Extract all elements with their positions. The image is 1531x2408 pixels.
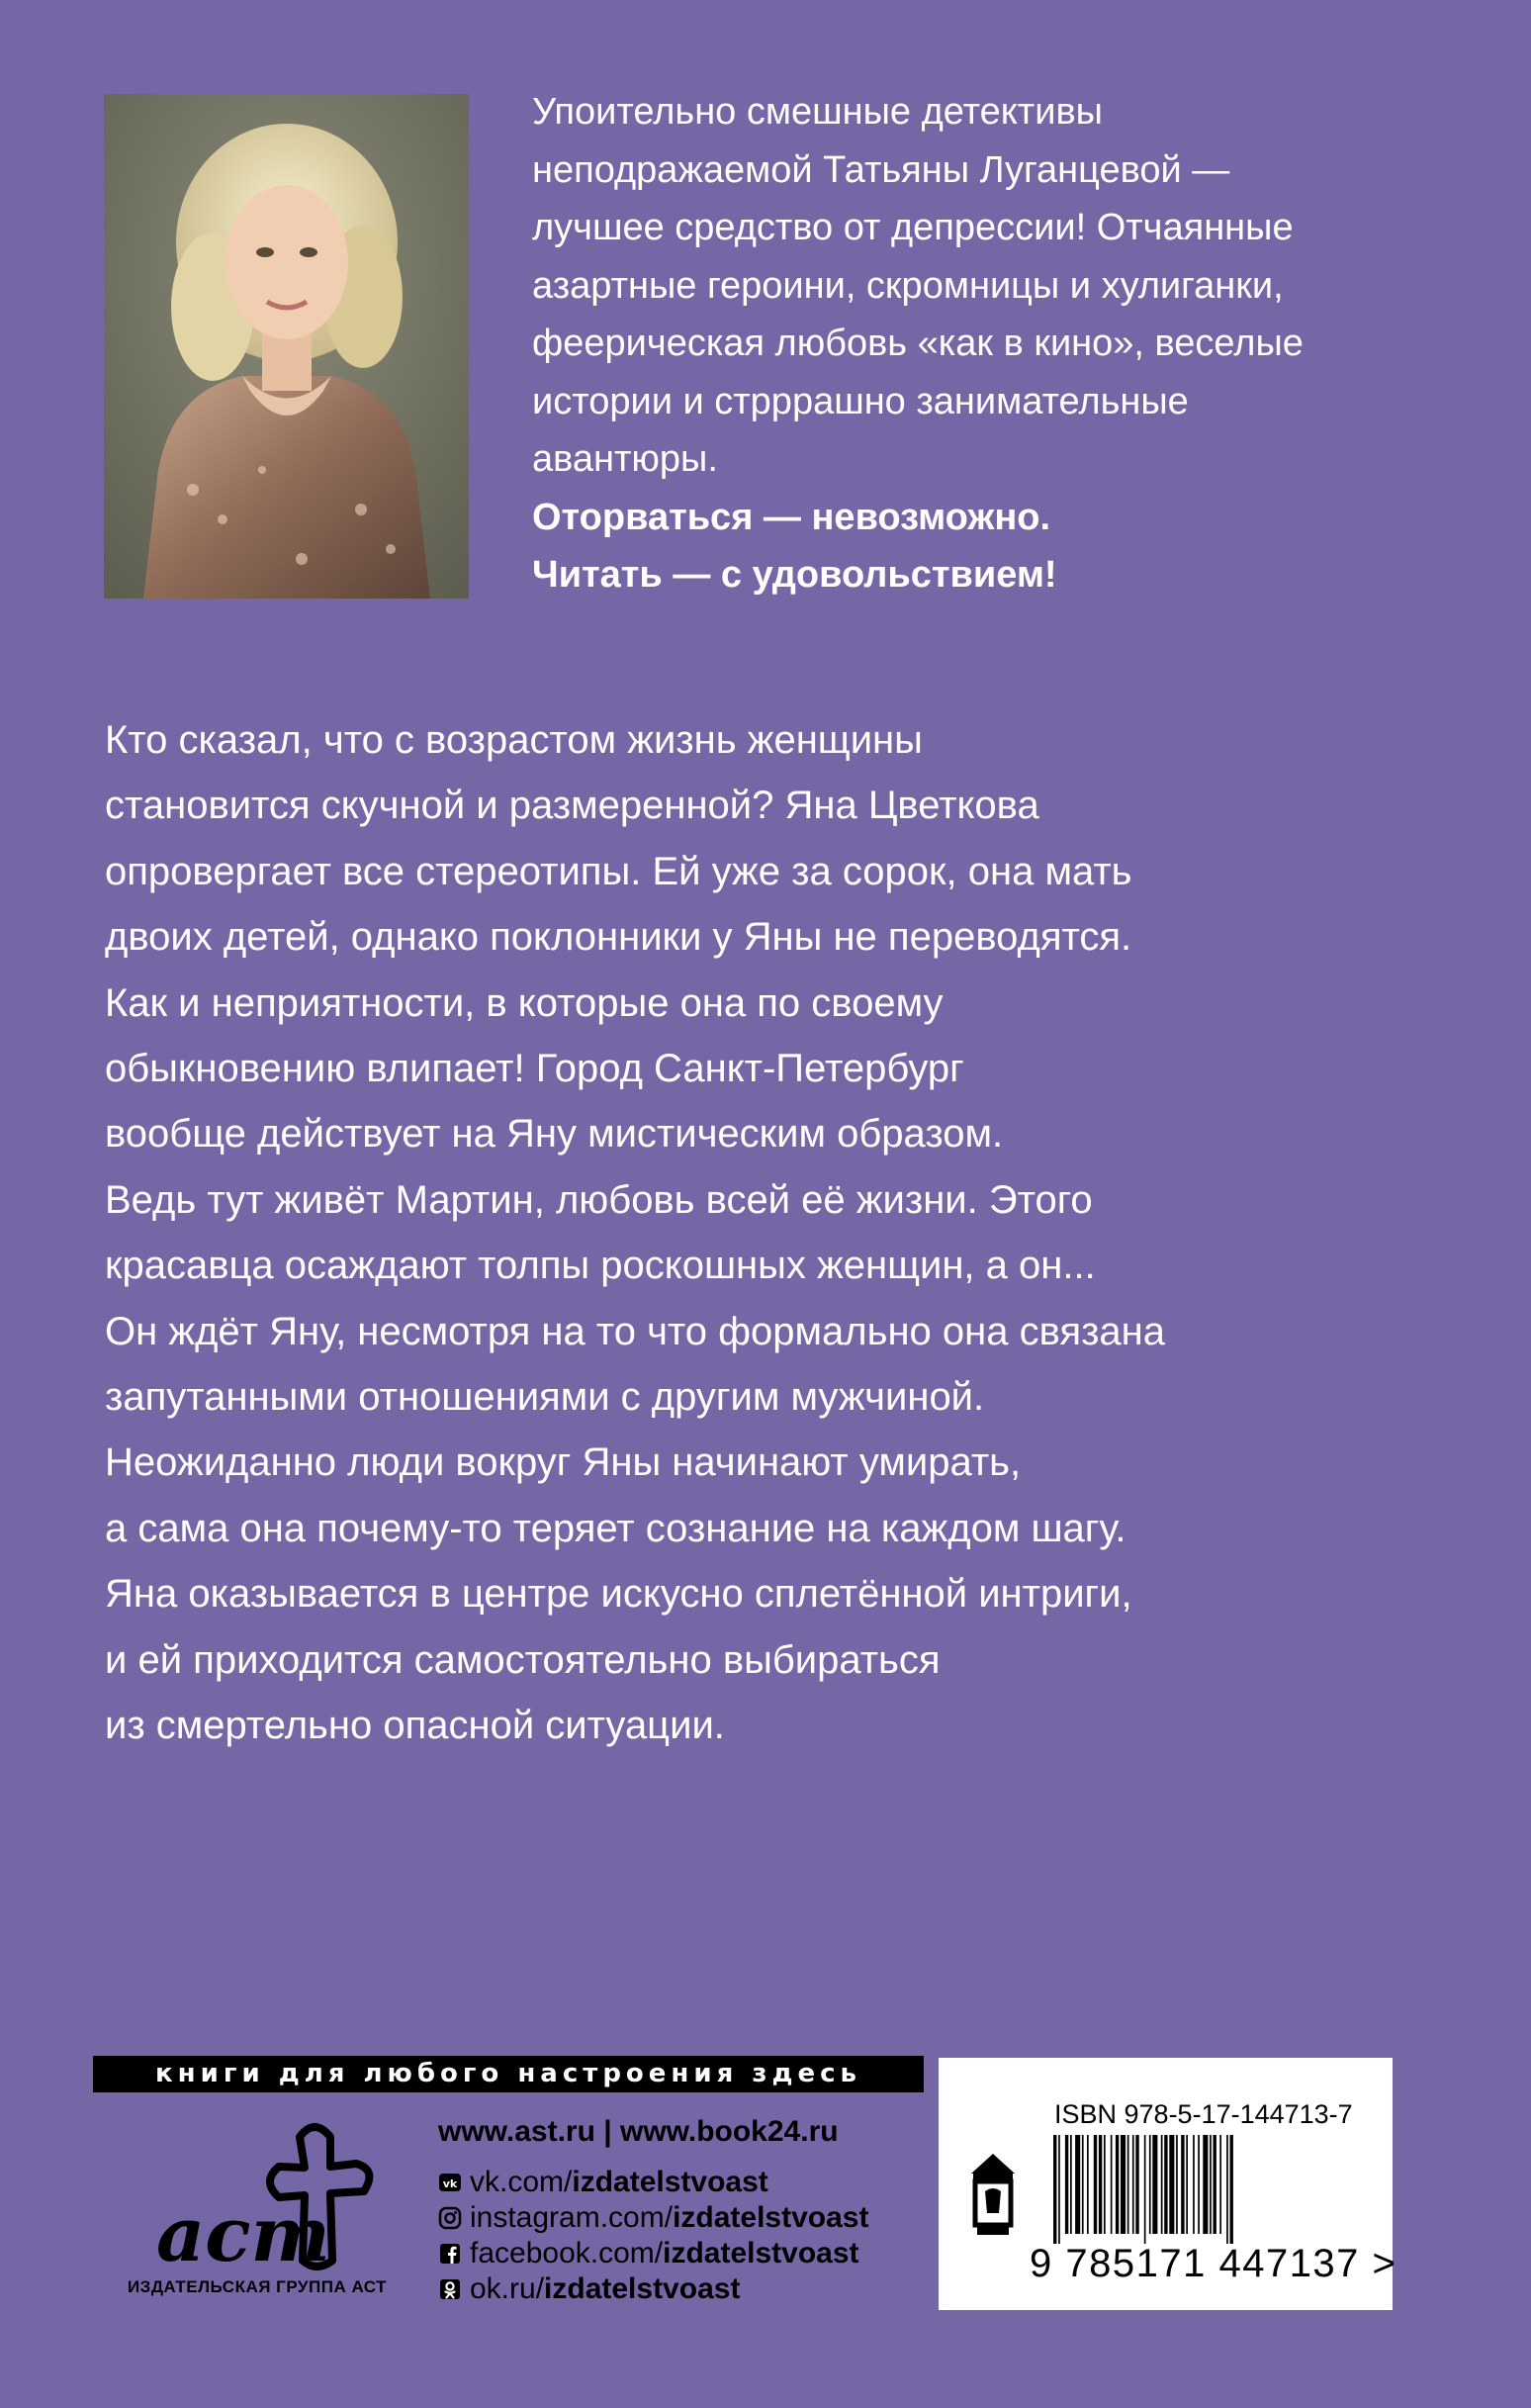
author-blurb [532, 83, 1442, 604]
blurb-bold-line: Оторваться — невозможно. [532, 496, 1051, 538]
description-line: а сама она почему-то теряет сознание на каждом шагу. [105, 1506, 1126, 1550]
social-prefix: ok.ru/ [470, 2272, 545, 2305]
svg-text:vk: vk [442, 2177, 458, 2190]
barcode-bar [1226, 2135, 1228, 2244]
barcode-bar [1111, 2135, 1113, 2234]
description-line: Яна оказывается в центре искусно сплетённой интриги, [105, 1572, 1132, 1617]
barcode-bar [1058, 2135, 1060, 2244]
social-link-ok[interactable] [438, 2271, 868, 2307]
instagram-icon [438, 2206, 462, 2230]
barcode-bar [1087, 2135, 1089, 2234]
barcode-bar [1214, 2135, 1216, 2234]
barcode-bar [1070, 2135, 1072, 2234]
barcode-bar [1149, 2135, 1151, 2234]
vk-icon [438, 2171, 462, 2194]
description-line: становится скучной и размеренной? Яна Цветкова [105, 784, 1039, 828]
blurb-line: неподражаемой Татьяны Луганцевой — [532, 148, 1230, 191]
description-line: двоих детей, однако поклонники у Яны не переводятся. [105, 915, 1132, 960]
barcode-bar [1104, 2135, 1106, 2234]
description-line: обыкновению влипает! Город Санкт-Петербург [105, 1047, 964, 1091]
barcode-bar [1186, 2135, 1188, 2234]
social-handle: izdatelstvoast [544, 2272, 741, 2305]
barcode-bar [1161, 2135, 1163, 2234]
lantern-icon [963, 2152, 1023, 2246]
blurb-line: лучшее средство от депрессии! Отчаянные [532, 207, 1294, 248]
barcode-bar [1121, 2135, 1126, 2234]
barcode-bar [1210, 2135, 1212, 2234]
barcode-bar [1193, 2135, 1195, 2234]
blurb-line: азартные героини, скромницы и хулиганки, [532, 264, 1284, 307]
barcode-bar [1203, 2135, 1208, 2234]
blurb-bold-line: Читать — с удовольствием! [532, 554, 1057, 596]
barcode-bar [1176, 2135, 1178, 2234]
social-handle: izdatelstvoast [663, 2237, 859, 2269]
barcode-bar [1219, 2135, 1221, 2234]
blurb-line: авантюры. [532, 438, 718, 480]
publisher-links [438, 2115, 868, 2307]
description-line: и ей приходится самостоятельно выбираться [105, 1637, 941, 1682]
barcode-bar [1094, 2135, 1097, 2234]
barcode-bar [1164, 2135, 1167, 2234]
ok-icon [438, 2277, 462, 2301]
barcode-bar [1198, 2135, 1200, 2234]
barcode [1053, 2135, 1375, 2244]
barcode-bar [1152, 2135, 1157, 2234]
isbn-number: ISBN 978-5-17-144713-7 [1054, 2099, 1353, 2129]
barcode-bar [1127, 2135, 1129, 2234]
barcode-bar [1144, 2135, 1146, 2244]
barcode-bar [1135, 2135, 1138, 2234]
barcode-bar [1116, 2135, 1119, 2234]
barcode-bar [1053, 2135, 1056, 2244]
barcode-bar [1230, 2135, 1233, 2244]
social-handle: izdatelstvoast [572, 2166, 768, 2198]
barcode-bar [1082, 2135, 1084, 2234]
publisher-caption: ИЗДАТЕЛЬСКАЯ ГРУППА АСТ [127, 2277, 388, 2296]
description-line: из смертельно опасной ситуации. [105, 1704, 725, 1748]
description-line: Он ждёт Яну, несмотря на то что формально она связана [105, 1309, 1165, 1353]
description-line: Ведь тут живёт Мартин, любовь всей её жизни. Этого [105, 1177, 1093, 1222]
barcode-bar [1075, 2135, 1080, 2234]
barcode-digits: 9 785171 447137 > [1030, 2242, 1397, 2285]
description-line: опровергает все стереотипы. Ей уже за сорок, она мать [105, 849, 1132, 893]
social-link-facebook[interactable] [438, 2236, 868, 2271]
social-prefix: vk.com/ [470, 2166, 573, 2198]
barcode-bar [1099, 2135, 1102, 2234]
description-line: Неожиданно люди вокруг Яны начинают умирать, [105, 1440, 1022, 1485]
websites-link[interactable]: www.ast.ru | www.book24.ru [438, 2115, 839, 2148]
social-handle: izdatelstvoast [673, 2201, 869, 2234]
description-line: Кто сказал, что с возрастом жизнь женщины [105, 718, 923, 762]
social-link-instagram[interactable] [438, 2200, 868, 2236]
blurb-line: феерическая любовь «как в кино», веселые [532, 323, 1304, 364]
barcode-bar [1169, 2135, 1174, 2234]
barcode-bar [1181, 2135, 1184, 2234]
barcode-panel [939, 2058, 1397, 2310]
social-link-vk[interactable] [438, 2165, 868, 2200]
description-line: вообще действует на Яну мистическим образом. [105, 1112, 1004, 1157]
blurb-line: Упоительно смешные детективы [532, 91, 1103, 133]
barcode-bar [1065, 2135, 1068, 2234]
author-photo [104, 94, 469, 599]
book-description [105, 707, 1430, 1759]
description-line: Как и неприятности, в которые она по своему [105, 980, 944, 1025]
social-prefix: instagram.com/ [470, 2201, 674, 2234]
barcode-bar [1132, 2135, 1134, 2234]
social-prefix: facebook.com/ [470, 2237, 664, 2269]
logo-text: аст [156, 2190, 330, 2278]
facebook-icon [438, 2242, 462, 2266]
description-line: запутанными отношениями с другим мужчиной. [105, 1375, 985, 1420]
slogan-bar: книги для любого настроения здесь [93, 2056, 924, 2092]
blurb-line: истории и стрррашно занимательные [532, 380, 1189, 422]
description-line: красавца осаждают толпы роскошных женщин, а он... [105, 1244, 1096, 1288]
